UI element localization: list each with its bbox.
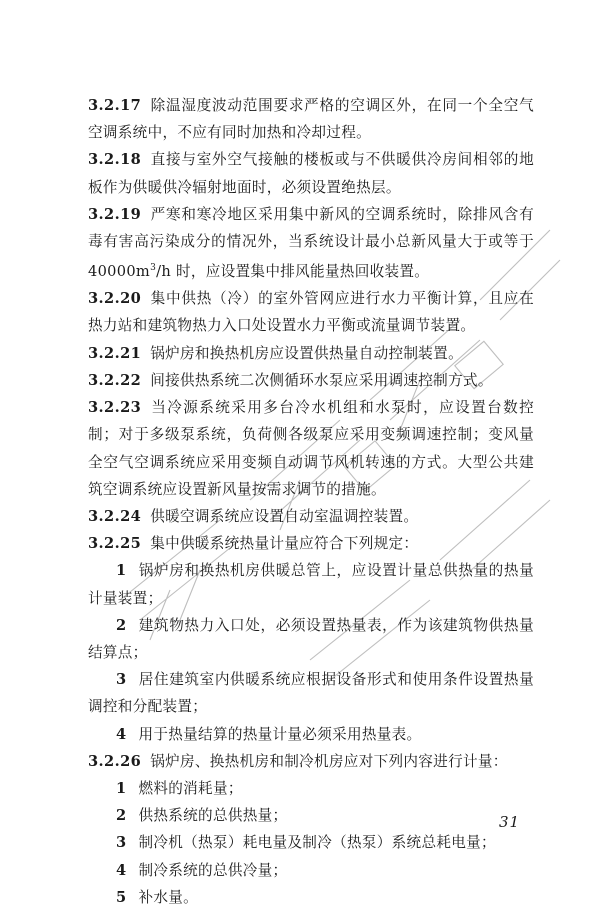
item-text: 居住建筑室内供暖系统应根据设备形式和使用条件设置热量调控和分配装置； [88, 671, 534, 716]
item-text: 补水量。 [138, 888, 199, 906]
clause-3-2-18 [88, 146, 534, 200]
clause-3-2-19 [88, 201, 534, 285]
page-number: 31 [499, 813, 521, 831]
clause-3-2-21 [88, 340, 534, 367]
item-number: 2 [116, 616, 127, 634]
item-number: 3 [116, 834, 127, 852]
clause-number: 3.2.22 [88, 371, 142, 389]
item-text: 燃料的消耗量； [138, 779, 243, 797]
clause-text: 除温湿度波动范围要求严格的空调区外，在同一个全空气空调系统中，不应有同时加热和冷却过程。 [88, 97, 534, 142]
list-item [88, 884, 534, 911]
list-item [88, 721, 534, 748]
clause-text: 间接供热系统二次侧循环水泵应采用调速控制方式。 [150, 371, 493, 389]
list-item [88, 666, 534, 720]
clause-number: 3.2.18 [88, 151, 142, 169]
list-item [88, 857, 534, 884]
item-number: 3 [116, 671, 127, 689]
clause-number: 3.2.24 [88, 507, 142, 525]
item-number: 1 [116, 562, 127, 580]
clause-3-2-23 [88, 394, 534, 503]
clause-text: 严寒和寒冷地区采用集中新风的空调系统时，除排风含有毒有害高污染成分的情况外，当系统设计最小总新风量大于或等于 40000m [88, 205, 534, 281]
list-item [88, 775, 534, 802]
item-text: 用于热量结算的热量计量必须采用热量表。 [138, 725, 422, 743]
clause-text: 直接与室外空气接触的楼板或与不供暖供冷房间相邻的地板作为供暖供冷辐射地面时，必须设置绝热层。 [88, 151, 534, 196]
standard-text-body [88, 92, 534, 911]
clause-number: 3.2.17 [88, 97, 142, 114]
superscript-three: 3 [150, 263, 157, 274]
clause-text: 当冷源系统采用多台冷水机组和水泵时，应设置台数控制；对于多级泵系统，负荷侧各级泵应采用变频调速控制；变风量全空气空调系统应采用变频自动调节风机转速的方式。大型公共建筑空调系统应设置新风量按需求调节的措施。 [88, 399, 534, 498]
clause-text: 集中供热（冷）的室外管网应进行水力平衡计算，且应在热力站和建筑物热力入口处设置水力平衡或流量调节装置。 [88, 290, 534, 335]
clause-3-2-22 [88, 367, 534, 394]
item-number: 4 [116, 725, 127, 743]
list-item [88, 612, 534, 666]
list-item [88, 802, 534, 829]
item-text: 制冷系统的总供冷量； [138, 861, 288, 879]
item-number: 1 [116, 779, 127, 797]
clause-3-2-24 [88, 503, 534, 530]
item-number: 2 [116, 807, 127, 825]
clause-number: 3.2.19 [88, 205, 142, 223]
item-text: 供热系统的总供热量； [138, 807, 288, 825]
clause-number: 3.2.21 [88, 344, 142, 362]
item-text: 建筑物热力入口处，必须设置热量表，作为该建筑物供热量结算点； [88, 616, 534, 661]
item-number: 4 [116, 861, 127, 879]
item-text: 锅炉房和换热机房供暖总管上，应设置计量总供热量的热量计量装置； [88, 562, 534, 607]
clause-text: 锅炉房和换热机房应设置供热量自动控制装置。 [150, 344, 463, 362]
list-item [88, 557, 534, 611]
clause-text: 集中供暖系统热量计量应符合下列规定： [150, 535, 419, 553]
clause-3-2-25 [88, 530, 534, 557]
clause-text-continued: /h 时，应设置集中排风能量热回收装置。 [156, 263, 430, 281]
clause-text: 锅炉房、换热机房和制冷机房应对下列内容进行计量： [150, 752, 508, 770]
clause-number: 3.2.23 [88, 399, 142, 417]
item-text: 制冷机（热泵）耗电量及制冷（热泵）系统总耗电量； [138, 834, 496, 852]
clause-number: 3.2.26 [88, 752, 142, 770]
clause-number: 3.2.25 [88, 535, 142, 553]
clause-text: 供暖空调系统应设置自动室温调控装置。 [150, 507, 419, 525]
clause-3-2-17 [88, 92, 534, 146]
item-number: 5 [116, 888, 127, 906]
clause-3-2-20 [88, 285, 534, 339]
list-item [88, 829, 534, 856]
clause-number: 3.2.20 [88, 290, 142, 308]
clause-3-2-26 [88, 748, 534, 775]
